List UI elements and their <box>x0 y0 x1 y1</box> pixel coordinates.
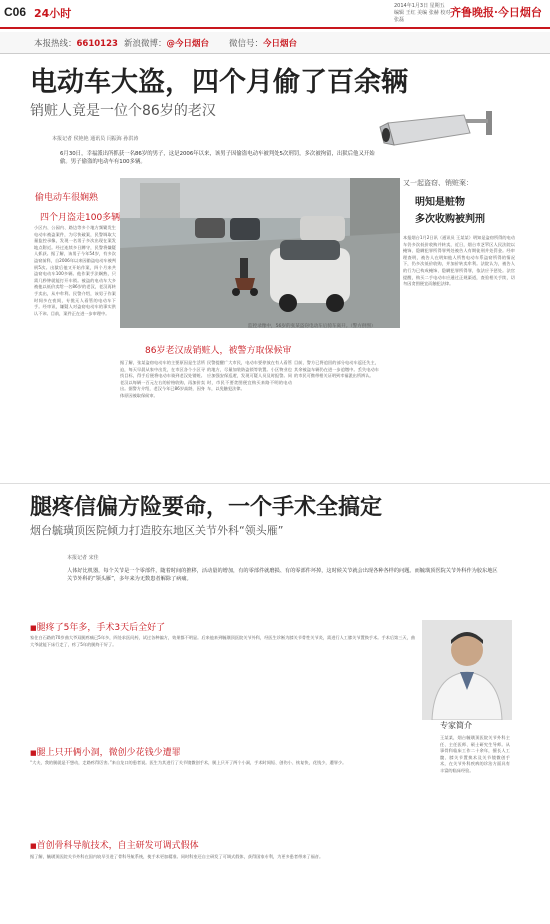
story1-byline: 本报记者 侯艳艳 通讯员 闫振海 孙洪涛 <box>52 136 139 142</box>
story2-column: 家住白石路的70岁曲大爷双腿疼痛已5年多，四处求医问药，试过各种偏方，效果都不明显。后来他来到毓璜顶医院关节外科，经医生诊断为膝关节骨性关节炎，需进行人工膝关节置换手术。手术后第三天，曲大爷就能下床行走了，疼了5年的腿终于好了。 <box>30 635 415 647</box>
story1-column: 目前，警方已将追回的部分电动车返还失主，其余被盗车辆仍在进一步追缴中。丢失电动车的市民可携带相关证明到幸福派出所辨认。 <box>294 360 379 379</box>
photo-caption: 监控录像中，56岁的张某盗窃电动车后骑车离开。（警方供图） <box>248 324 376 329</box>
story1-column: 小区内、公园内、路边等多个地方频繁发生电动车被盗案件，为尽快破案，民警调取大量监控录像，发现一名男子多次出现在案发地点附近。经过连续多日蹲守，民警将嫌疑人抓获。据了解，该男子今年54岁，有多次盗窃前科，自2006年以来因偷盗电动车被判刑5次。出狱后他又开始作案，四个月来共盗窃电动车100多辆。他作案手法娴熟，只需几秒钟就能打开车锁。被盗的电动车大多被他以低价卖给一名86岁的老汉，老汉再转手卖出，从中牟利。民警介绍，该男子作案时间多在夜间，专挑无人看管的电动车下手。经审讯，嫌疑人对盗窃电动车的事实供认不讳。目前，案件正在进一步审理中。 <box>34 225 116 316</box>
doctor-image <box>422 620 512 720</box>
story1-subheadline: 销赃人竟是一位个86岁的老汉 <box>30 103 216 119</box>
newspaper-logo: 齐鲁晚报·今日烟台 <box>450 6 542 19</box>
story1-section-head: 四个月盗走100多辆 <box>40 213 121 223</box>
sidebar-column: 本报烟台1月2日讯（通讯员 王某某）明知是盗窃所得的电动车仍多次低价收购并转卖，近日，烟台市芝罘区人民法院以掩饰、隐瞒犯罪所得罪判处被告人有期徒刑并处罚金。经审理查明，被告人在明知他人所售电动车系盗窃所得的情况下，仍多次低价收购，并加价转卖牟利。法院认为，被告人的行为已构成掩饰、隐瞒犯罪所得罪，依法应予惩处。法官提醒，购买二手电动车应通过正规渠道，查验相关手续，切勿因贪图便宜而触犯法律。 <box>403 235 515 287</box>
story1-lead: 6月30日，幸福派出所抓获一名86岁的男子，这是2006年以来，该男子因偷盗电动车被判处5次刑罚，多次被拘留，出狱后他又开始偷。男子偷盗的电动车有100多辆。 <box>60 151 375 165</box>
bio-heading: 专家简介 <box>440 721 472 730</box>
story2-headline: 腿疼信偏方险要命，一个手术全搞定 <box>30 495 383 520</box>
hotline-weibo: 新浪微博：@今日烟台 <box>124 39 210 49</box>
section-name: 24小时 <box>34 7 72 20</box>
story2-column: 据了解，毓璜顶医院关节外科在国内较早引进了骨科导航系统，使手术更加精准。同时科室还自主研发了可调式假体，获得国家专利，为更多患者带来了福音。 <box>30 854 324 859</box>
page-header <box>0 0 550 28</box>
story2-column: “大夫，我的腿就是不想动，走路疼得厉害。”来自龙口的患者说。医生为其进行了关节镜微创手术，腿上只开了两个小洞，手术时间短、创伤小、恢复快，花钱少，遭罪少。 <box>30 760 347 765</box>
security-camera-icon <box>378 105 498 165</box>
story2-byline: 本报记者 宋佳 <box>67 555 99 561</box>
surveillance-photo <box>120 178 400 328</box>
header-rule <box>0 27 550 29</box>
story-divider <box>0 483 550 484</box>
story1-headline: 电动车大盗，四个月偷了百余辆 <box>30 67 408 98</box>
story2-lead: 人体好比机器，每个关节是一个零部件，随着时间的推移，活动量的增加，有的零部件就磨损、有的零部件坏掉，这时候关节就会出现各种各样的问题。而毓璜顶医院关节外科作为胶东地区关节外科的“领头雁”，多年来为无数患者解除了病痛。 <box>67 568 498 582</box>
story1-section-head: 偷电动车很娴熟 <box>35 193 99 203</box>
doctor-portrait <box>422 620 512 720</box>
story1-column: 据了解，张某盗窃电动车的主要原因是生活所迫，每天早晨从家中出发，在市区各个小区寻找目标，得手后便将电动车骑到老汉处销赃。老汉以每辆一百元左右的价格收购，再加价卖出。据警方介绍，老汉今年已86岁高龄，因身体原因被取保候审。 <box>120 360 205 398</box>
story1-section-head: 86岁老汉成销赃人，被警方取保候审 <box>145 346 292 356</box>
hotline-wechat: 微信号：今日烟台 <box>229 39 298 49</box>
sidebar-kicker: 又一起盗窃、销赃案： <box>403 179 473 187</box>
parking-lot-image <box>120 178 400 328</box>
sidebar-headline: 多次收购被判刑 <box>415 214 485 225</box>
story2-subheadline: 烟台毓璜顶医院倾力打造胶东地区关节外科“领头雁” <box>30 524 284 537</box>
sidebar-headline: 明知是赃物 <box>415 197 465 208</box>
bio-text: 王某某，烟台毓璜顶医院关节外科主任、主任医师、硕士研究生导师。从事骨科临床工作二十余年，擅长人工髋、膝关节置换术及关节镜微创手术，在关节外科疾病的诊治方面具有丰富的临床经验。 <box>440 735 510 773</box>
story2-section-head: ■腿疼了5年多，手术3天后全好了 <box>30 623 166 633</box>
story2-section-head: ■首创骨科导航技术，自主研发可调式假体 <box>30 841 199 851</box>
hotline-tel: 本报热线：6610123 <box>34 39 118 49</box>
editor-line: 编辑 王红 美编 张赫 校对 张磊 <box>394 10 451 23</box>
issue-date: 2014年1月3日 星期五 编辑 王红 美编 张赫 校对 张磊 <box>394 3 454 24</box>
story1-column: 民警提醒广大市民，电动车要停放在有人看管的地方，尽量加装防盗锁等装置。小区物业也应加强安保巡逻，发现可疑人员及时报警。同时，市民不要贪图便宜购买来路不明的电动车，以免触犯法律。 <box>207 360 292 392</box>
hotline-bar <box>0 32 550 54</box>
page-number: C06 <box>4 5 27 19</box>
story2-section-head: ■腿上只开俩小洞，微创少花钱少遭罪 <box>30 748 181 758</box>
